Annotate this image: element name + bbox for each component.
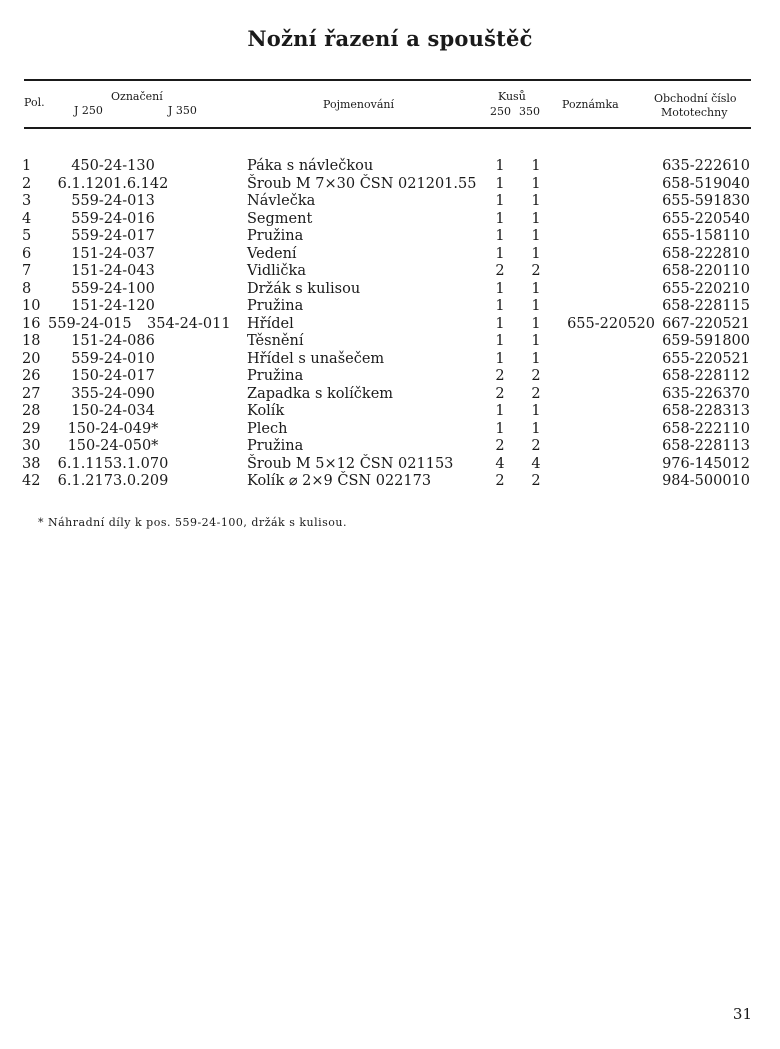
row-qty-250: 1 xyxy=(495,210,505,227)
row-qty-350: 1 xyxy=(531,298,541,314)
row-order-number: 658-519040 xyxy=(662,175,750,192)
row-qty-350: 1 xyxy=(531,175,541,192)
row-position: 7 xyxy=(22,263,32,279)
row-position: 27 xyxy=(22,385,41,402)
table-row xyxy=(0,211,780,229)
row-qty-350: 1 xyxy=(531,315,541,332)
table-row xyxy=(0,386,780,404)
row-position: 5 xyxy=(22,228,32,244)
row-note: 655-220520 xyxy=(567,315,655,332)
row-part-name: Držák s kulisou xyxy=(247,280,361,297)
row-qty-350: 2 xyxy=(531,438,541,454)
row-designation-j250: 559-24-100 xyxy=(71,280,155,297)
header-poznamka: Poznámka xyxy=(562,98,619,111)
row-qty-250: 1 xyxy=(495,403,505,419)
row-order-number: 667-220521 xyxy=(662,315,750,332)
header-kusu-350: 350 xyxy=(519,105,540,118)
row-order-number: 658-220110 xyxy=(662,263,750,279)
row-order-number: 659-591800 xyxy=(662,333,750,349)
table-row xyxy=(0,438,780,456)
row-position: 8 xyxy=(22,280,32,297)
row-qty-250: 1 xyxy=(495,175,505,192)
row-qty-250: 2 xyxy=(495,368,505,384)
row-designation-j250: 6.1.1153.1.070 xyxy=(57,455,169,472)
row-position: 4 xyxy=(22,210,32,227)
row-part-name: Zapadka s kolíčkem xyxy=(247,385,394,402)
row-position: 2 xyxy=(22,175,32,192)
row-qty-250: 1 xyxy=(495,315,505,332)
row-order-number: 658-222810 xyxy=(662,245,750,262)
row-position: 38 xyxy=(22,455,41,472)
row-part-name: Těsnění xyxy=(247,333,304,349)
row-order-number: 635-226370 xyxy=(662,385,750,402)
row-designation-j250: 559-24-013 xyxy=(71,193,155,209)
row-qty-250: 1 xyxy=(495,350,505,367)
row-order-number: 655-220521 xyxy=(662,350,750,367)
header-mototechny: Mototechny xyxy=(661,106,728,119)
row-part-name: Šroub M 5×12 ČSN 021153 xyxy=(247,455,454,472)
header-kusu-250: 250 xyxy=(490,105,511,118)
row-qty-250: 2 xyxy=(495,263,505,279)
table-row xyxy=(0,351,780,369)
row-position: 20 xyxy=(22,350,41,367)
row-designation-j250: 559-24-017 xyxy=(71,228,155,244)
row-qty-250: 2 xyxy=(495,385,505,402)
row-order-number: 984-500010 xyxy=(662,473,750,489)
row-order-number: 976-145012 xyxy=(662,455,750,472)
row-qty-350: 1 xyxy=(531,210,541,227)
row-part-name: Vidlička xyxy=(247,263,306,279)
row-qty-350: 1 xyxy=(531,350,541,367)
row-qty-350: 1 xyxy=(531,228,541,244)
row-part-name: Pružina xyxy=(247,438,304,454)
row-part-name: Plech xyxy=(247,420,288,437)
row-qty-250: 1 xyxy=(495,245,505,262)
row-position: 26 xyxy=(22,368,41,384)
row-qty-250: 4 xyxy=(495,455,505,472)
row-order-number: 655-158110 xyxy=(662,228,750,244)
row-position: 3 xyxy=(22,193,32,209)
row-qty-350: 1 xyxy=(531,420,541,437)
row-designation-j250: 151-24-037 xyxy=(71,245,155,262)
row-qty-250: 1 xyxy=(495,333,505,349)
row-order-number: 658-228113 xyxy=(662,438,750,454)
row-designation-j250: 151-24-086 xyxy=(71,333,155,349)
row-qty-350: 2 xyxy=(531,368,541,384)
row-designation-j250: 151-24-120 xyxy=(71,298,155,314)
page-number: 31 xyxy=(732,1005,752,1023)
table-row xyxy=(0,403,780,421)
row-position: 28 xyxy=(22,403,41,419)
table-top-rule xyxy=(24,79,751,81)
row-designation-j250: 450-24-130 xyxy=(71,158,155,174)
row-qty-250: 1 xyxy=(495,228,505,244)
table-row xyxy=(0,193,780,211)
row-qty-350: 1 xyxy=(531,245,541,262)
row-qty-350: 1 xyxy=(531,403,541,419)
row-part-name: Kolík xyxy=(247,403,285,419)
header-obchodni-cislo: Obchodní číslo xyxy=(654,92,737,105)
row-designation-j250: 559-24-016 xyxy=(71,210,155,227)
row-qty-250: 1 xyxy=(495,280,505,297)
row-order-number: 658-228115 xyxy=(662,298,750,314)
row-position: 16 xyxy=(22,315,41,332)
table-row xyxy=(0,246,780,264)
row-part-name: Hřídel xyxy=(247,315,294,332)
table-row xyxy=(0,316,780,334)
row-designation-j250: 150-24-017 xyxy=(71,368,155,384)
row-designation-j250: 559-24-010 xyxy=(71,350,155,367)
row-qty-350: 2 xyxy=(531,385,541,402)
table-row xyxy=(0,228,780,246)
table-row xyxy=(0,281,780,299)
row-qty-350: 2 xyxy=(531,263,541,279)
row-position: 29 xyxy=(22,420,41,437)
row-part-name: Segment xyxy=(247,210,313,227)
row-order-number: 655-220210 xyxy=(662,280,750,297)
row-order-number: 655-591830 xyxy=(662,193,750,209)
row-designation-j250: 150-24-050* xyxy=(67,438,159,454)
table-row xyxy=(0,333,780,351)
row-qty-250: 2 xyxy=(495,438,505,454)
row-designation-j350: 354-24-011 xyxy=(147,315,231,332)
row-position: 18 xyxy=(22,333,41,349)
row-order-number: 658-228313 xyxy=(662,403,750,419)
row-designation-j250: 151-24-043 xyxy=(71,263,155,279)
parts-table-body xyxy=(0,158,780,491)
row-part-name: Návlečka xyxy=(247,193,316,209)
row-qty-350: 4 xyxy=(531,455,541,472)
row-part-name: Pružina xyxy=(247,298,304,314)
table-row xyxy=(0,158,780,176)
header-pojmenovani: Pojmenování xyxy=(323,98,395,111)
row-designation-j250: 6.1.1201.6.142 xyxy=(57,175,169,192)
table-row xyxy=(0,298,780,316)
row-designation-j250: 150-24-049* xyxy=(67,420,159,437)
row-qty-250: 1 xyxy=(495,158,505,174)
row-part-name: Páka s návlečkou xyxy=(247,158,374,174)
table-row xyxy=(0,473,780,491)
row-qty-350: 2 xyxy=(531,473,541,489)
row-position: 1 xyxy=(22,158,32,174)
row-part-name: Kolík ⌀ 2×9 ČSN 022173 xyxy=(247,473,432,489)
row-qty-350: 1 xyxy=(531,193,541,209)
header-pol: Pol. xyxy=(24,96,45,109)
row-qty-350: 1 xyxy=(531,158,541,174)
row-order-number: 635-222610 xyxy=(662,158,750,174)
row-qty-250: 2 xyxy=(495,473,505,489)
table-row xyxy=(0,421,780,439)
row-designation-j250: 355-24-090 xyxy=(71,385,155,402)
header-j350: J 350 xyxy=(168,104,197,117)
row-qty-350: 1 xyxy=(531,333,541,349)
footnote: * Náhradní díly k pos. 559-24-100, držák s kulisou. xyxy=(38,516,347,529)
row-position: 30 xyxy=(22,438,41,454)
row-position: 6 xyxy=(22,245,32,262)
table-row xyxy=(0,368,780,386)
row-qty-250: 1 xyxy=(495,298,505,314)
header-j250: J 250 xyxy=(74,104,103,117)
row-designation-j250: 150-24-034 xyxy=(71,403,155,419)
row-designation-j250: 6.1.2173.0.209 xyxy=(57,473,169,489)
header-oznaceni: Označení xyxy=(111,90,163,103)
row-position: 42 xyxy=(22,473,41,489)
row-order-number: 658-228112 xyxy=(662,368,750,384)
row-part-name: Hřídel s unašečem xyxy=(247,350,385,367)
table-row xyxy=(0,263,780,281)
row-order-number: 655-220540 xyxy=(662,210,750,227)
row-position: 10 xyxy=(22,298,41,314)
row-qty-250: 1 xyxy=(495,193,505,209)
table-row xyxy=(0,176,780,194)
row-designation-j250: 559-24-015 xyxy=(48,315,132,332)
header-kusu: Kusů xyxy=(498,90,526,103)
row-order-number: 658-222110 xyxy=(662,420,750,437)
table-header-rule xyxy=(24,127,751,129)
page-title: Nožní řazení a spouštěč xyxy=(247,26,533,51)
row-part-name: Vedení xyxy=(247,245,297,262)
row-qty-250: 1 xyxy=(495,420,505,437)
row-part-name: Šroub M 7×30 ČSN 021201.55 xyxy=(247,175,477,192)
row-part-name: Pružina xyxy=(247,368,304,384)
row-qty-350: 1 xyxy=(531,280,541,297)
table-row xyxy=(0,456,780,474)
row-part-name: Pružina xyxy=(247,228,304,244)
